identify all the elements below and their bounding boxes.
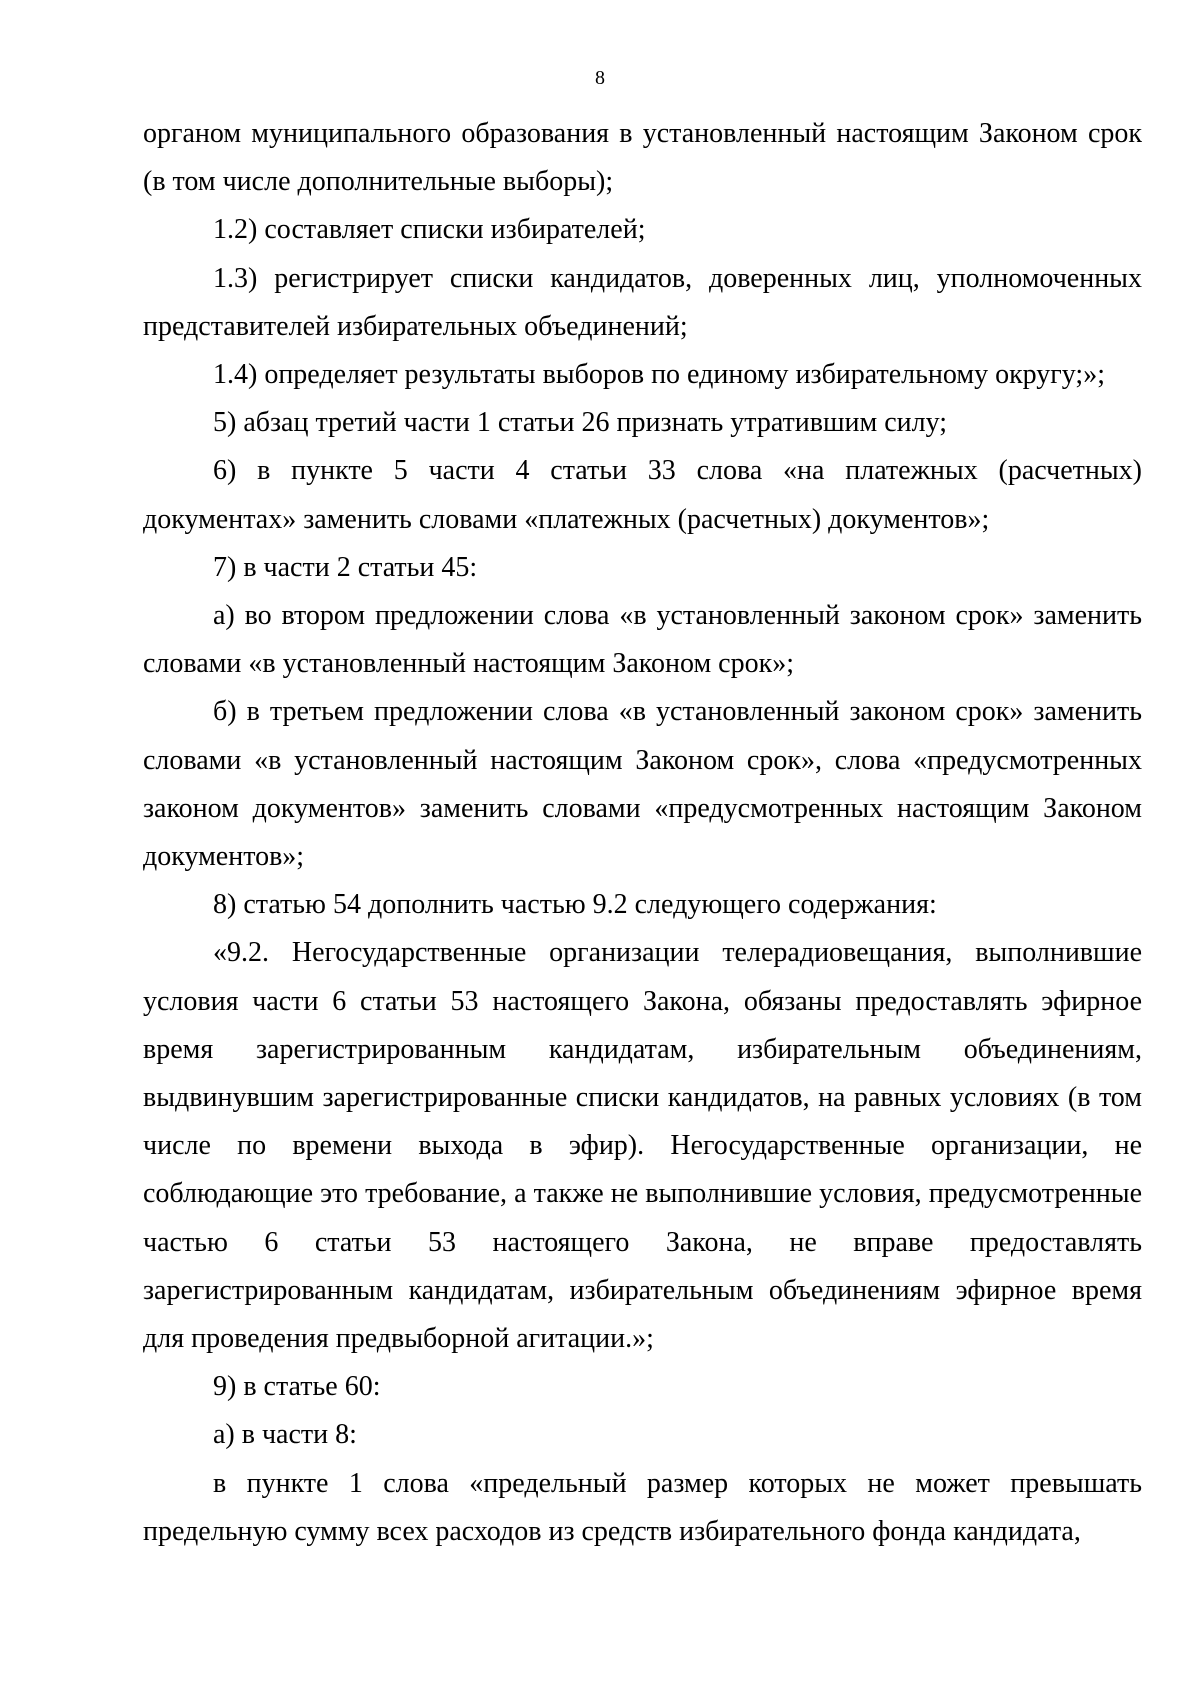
paragraph-item-9: 9) в статье 60: (213, 1371, 381, 1403)
paragraph-item-6: 6) в пункте 5 части 4 статьи 33 слова «на платежных (расчетных) документах» заменить словами «платежных (расчетных) документов»; (143, 455, 1142, 535)
paragraph-item-5: 5) абзац третий части 1 статьи 26 признать утратившим силу; (213, 407, 948, 439)
document-body (143, 110, 1142, 1556)
paragraph-continuation: органом муниципального образования в установленный настоящим Законом срок (в том числе дополнительные выборы); (143, 118, 1142, 198)
paragraph-item-1-3: 1.3) регистрирует списки кандидатов, доверенных лиц, уполномоченных представителей избирательных объединений; (143, 262, 1142, 342)
paragraph-item-9-a-1: в пункте 1 слова «предельный размер которых не может превышать предельную сумму всех расходов из средств избирательного фонда кандидата, (143, 1467, 1142, 1547)
page-number: 8 (595, 67, 605, 89)
paragraph-item-8-quote: «9.2. Негосударственные организации телерадиовещания, выполнившие условия части 6 статьи 53 настоящего Закона, обязаны предоставлять эфирное время зарегистрированным кандидатам, избирательным объединениям, выдвинувшим зарегистрированные списки кандидатов, на равных условиях (в том числе по времени выхода в эфир). Негосударственные организации, не соблюдающие это требование, а также не выполнившие условия, предусмотренные частью 6 статьи 53 настоящего Закона, не вправе предоставлять зарегистрированным кандидатам, избирательным объединениям эфирное время для проведения предвыборной агитации.»; (143, 937, 1142, 1355)
paragraph-item-1-4: 1.4) определяет результаты выборов по единому избирательному округу;»; (213, 359, 1105, 391)
paragraph-item-9-a: а) в части 8: (213, 1419, 357, 1451)
paragraph-item-8: 8) статью 54 дополнить частью 9.2 следующего содержания: (213, 889, 937, 921)
paragraph-item-7-a: а) во втором предложении слова «в установленный законом срок» заменить словами «в установленный настоящим Законом срок»; (143, 600, 1142, 680)
paragraph-item-7: 7) в части 2 статьи 45: (213, 551, 478, 583)
paragraph-item-7-b: б) в третьем предложении слова «в установленный законом срок» заменить словами «в установленный настоящим Законом срок», слова «предусмотренных законом документов» заменить словами «предусмотренных настоящим Законом документов»; (143, 696, 1142, 873)
paragraph-item-1-2: 1.2) составляет списки избирателей; (213, 214, 646, 246)
